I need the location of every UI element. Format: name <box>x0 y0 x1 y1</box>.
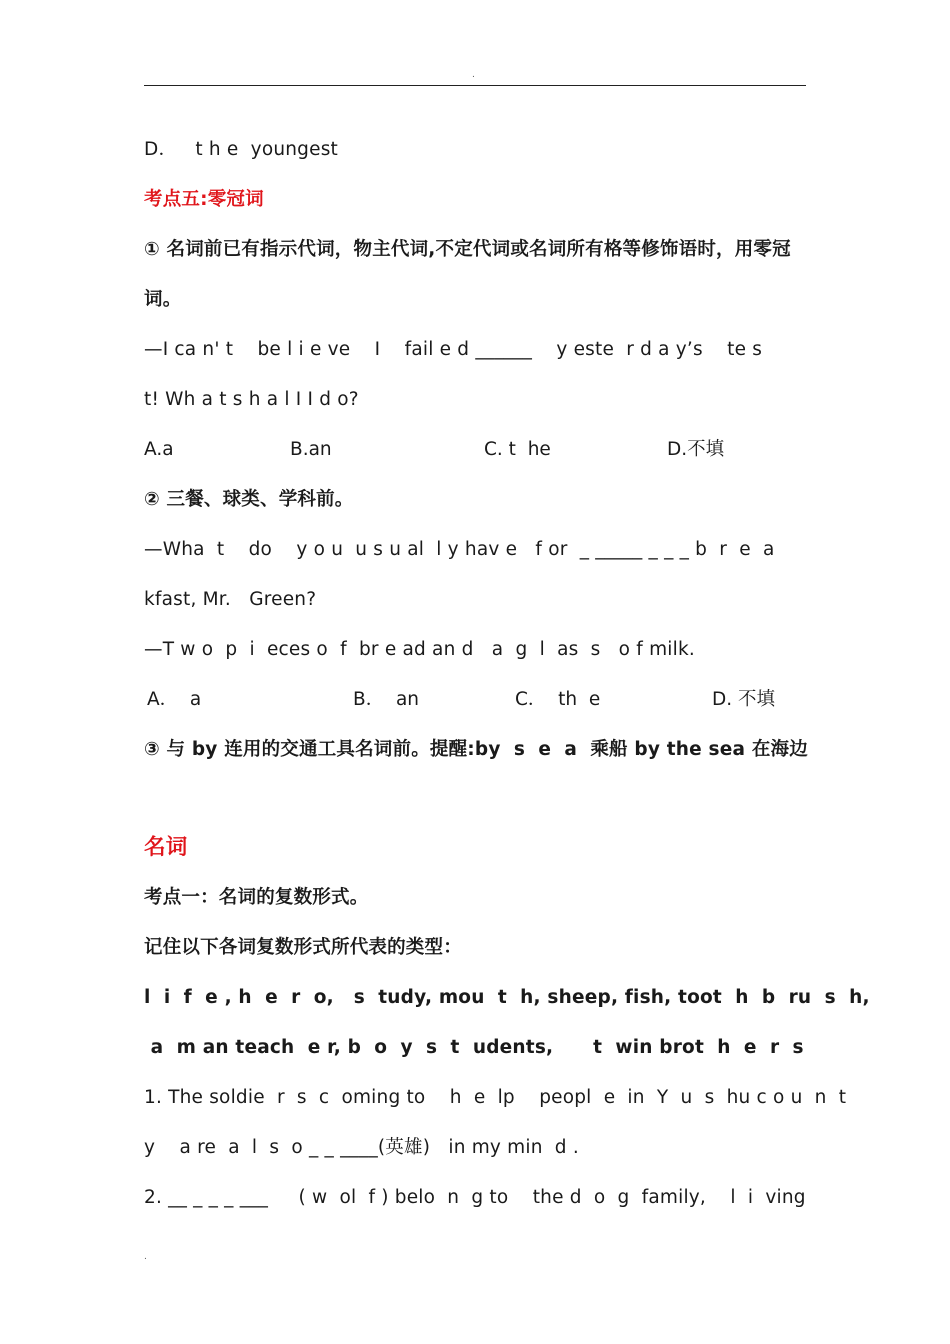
option-d: D. 不填 <box>712 689 776 710</box>
option-c: C. t he <box>484 439 551 460</box>
rule1-line-a: ① 名词前已有指示代词，物主代词,不定代词或名词所有格等修饰语时，用零冠 <box>144 239 791 260</box>
option-a: A.a <box>144 439 174 460</box>
word-list-line-b: a m an teach e r, b o y s t udents, t win brot h e r s <box>144 1037 804 1058</box>
question2-line-c: —T w o p i eces o f br e ad an d a g l as s o f milk. <box>144 639 695 660</box>
header-rule <box>144 85 806 86</box>
rule2: ② 三餐、球类、学科前。 <box>144 489 354 510</box>
question2-line-b: kfast, Mr. Green? <box>144 589 317 610</box>
exercise2-line-a: 2. __ _ _ _ ___ ( w ol f ) belo n g to the d o g family, l i ving <box>144 1187 806 1208</box>
question2-line-a: —Wha t do y o u u s u al l y hav e f or _ _____ _ _ _ b r e a <box>144 539 775 560</box>
header-mark: . <box>472 70 475 80</box>
rule1-line-b: 词。 <box>144 289 182 310</box>
question1-line-a: —I ca n' t be l i e ve I fail e d ______ y este r d a y’s te s <box>144 339 763 360</box>
word-list-line-a: l i f e , h e r o, s tudy, mou t h, sheep, fish, toot h b ru s h, <box>144 987 870 1008</box>
exercise1-line-b: y a re a l s o _ _ ____(英雄) in my min d . <box>144 1137 579 1158</box>
point1-title: 考点一：名词的复数形式。 <box>144 887 369 908</box>
option-c: C． th e <box>515 689 601 710</box>
option-a: A． a <box>147 689 202 710</box>
option-b: B． an <box>353 689 420 710</box>
section-title: 名词 <box>144 835 188 860</box>
option-d: D.不填 <box>667 439 725 460</box>
question1-line-b: t! Wh a t s h a l I I d o? <box>144 389 359 410</box>
footer-mark: . <box>144 1252 147 1262</box>
point5-title: 考点五:零冠词 <box>144 189 264 210</box>
remember-instruction: 记住以下各词复数形式所代表的类型： <box>144 937 462 958</box>
option-b: B.an <box>290 439 332 460</box>
exercise1-line-a: 1. The soldie r s c oming to h e lp peopl e in Y u s hu c o u n t <box>144 1087 847 1108</box>
option-d-previous: D． t h e youngest <box>144 139 339 160</box>
rule3: ③ 与 by 连用的交通工具名词前。提醒:by s e a 乘船 by the sea 在海边 <box>144 739 808 760</box>
